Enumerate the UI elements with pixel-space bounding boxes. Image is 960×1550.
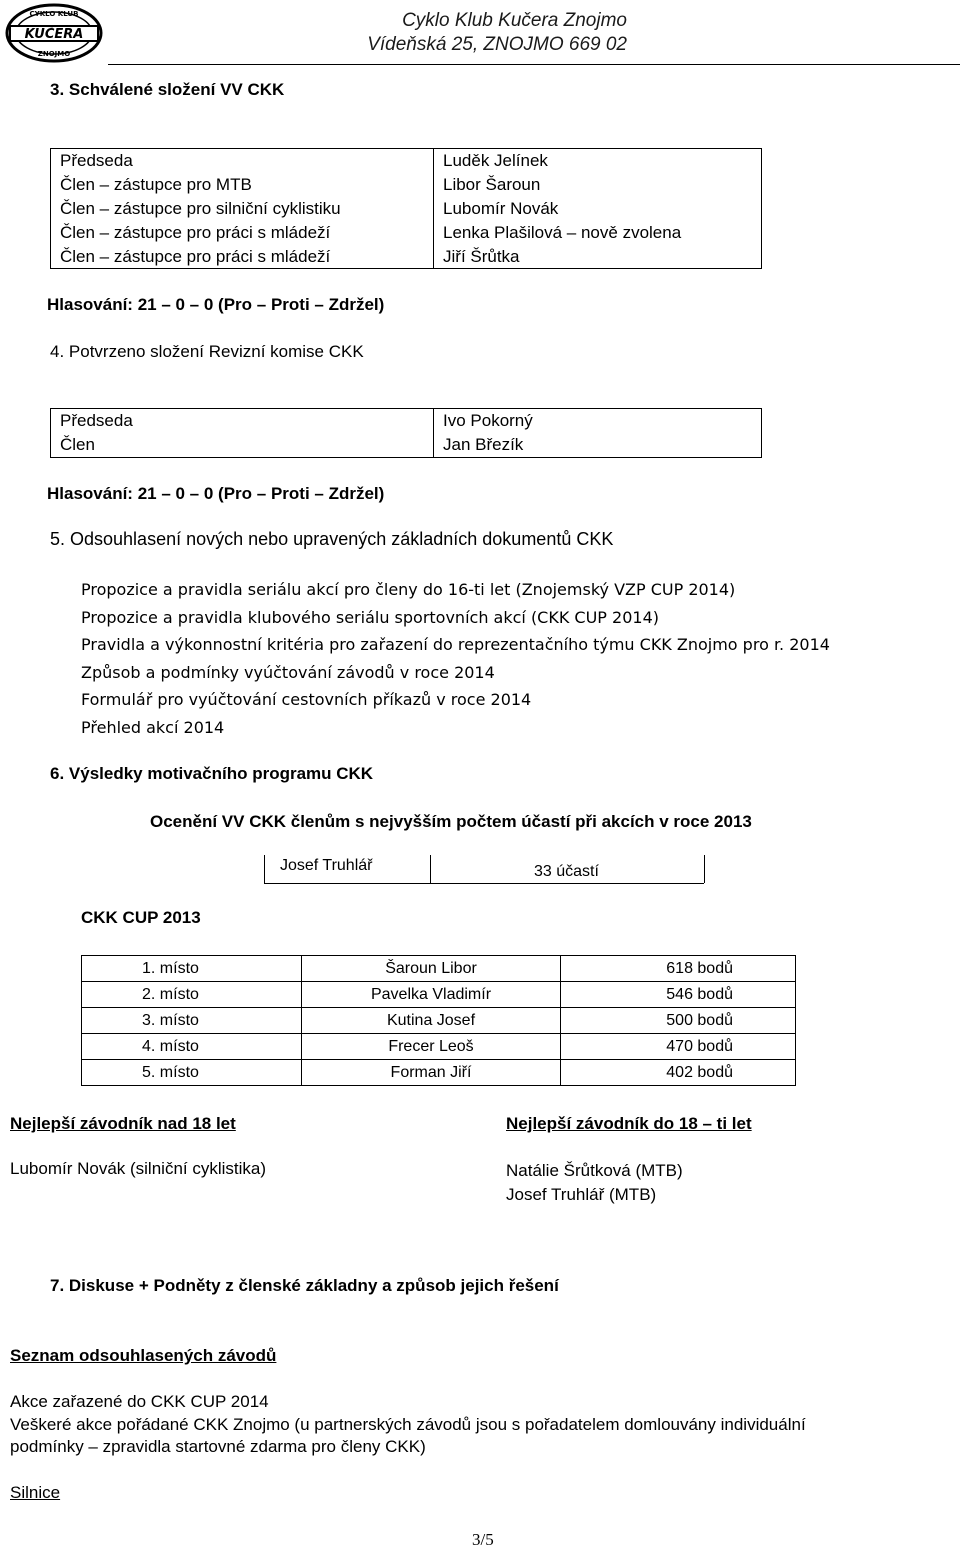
role: Člen [60, 435, 95, 454]
results-name: Frecer Leoš [302, 1034, 561, 1060]
results-place: 3. místo [82, 1008, 302, 1034]
club-name: Cyklo Klub Kučera Znojmo [402, 10, 627, 31]
vv-roles [60, 149, 341, 269]
award-count: 33 účastí [534, 863, 599, 880]
results-place: 2. místo [82, 982, 302, 1008]
member-name: Lubomír Novák [443, 199, 559, 218]
documents-list [81, 576, 830, 741]
best-under18-name: Josef Truhlář (MTB) [506, 1185, 657, 1204]
document-item: Způsob a podmínky vyúčtování závodů v roce 2014 [81, 662, 495, 682]
document-item: Pravidla a výkonnostní kritéria pro zařazení do reprezentačního týmu CKK Znojmo pro r. 2014 [81, 635, 830, 654]
member-name: Jan Březík [443, 435, 524, 454]
results-place: 1. místo [82, 956, 302, 982]
table-row [82, 1034, 796, 1060]
section3-title: 3. Schválené složení VV CKK [50, 80, 285, 99]
results-points: 618 bodů [561, 956, 796, 982]
section5-title: 5. Odsouhlasení nových nebo upravených základních dokumentů CKK [50, 529, 614, 549]
vv-composition-table [50, 148, 762, 269]
document-item: Propozice a pravidla seriálu akcí pro členy do 16-ti let (Znojemský VZP CUP 2014) [81, 580, 736, 599]
role: Předseda [60, 411, 133, 430]
results-place: 4. místo [82, 1034, 302, 1060]
document-item: Přehled akcí 2014 [81, 717, 225, 737]
role: Člen – zástupce pro práci s mládeží [60, 223, 331, 242]
races-line: podmínky – zpravidla startovné zdarma pro členy CKK) [10, 1437, 426, 1456]
races-line: Veškeré akce pořádané CKK Znojmo (u partnerských závodů jsou s pořadatelem domlouvány individuální [10, 1414, 806, 1434]
header-rule [108, 64, 960, 65]
section4-title: 4. Potvrzeno složení Revizní komise CKK [50, 342, 364, 361]
races-line: Akce zařazené do CKK CUP 2014 [10, 1392, 269, 1411]
table-row [82, 1060, 796, 1086]
role: Člen – zástupce pro silniční cyklistiku [60, 199, 341, 218]
best-under18-list [506, 1159, 683, 1207]
results-points: 546 bodů [561, 982, 796, 1008]
best-under18-title: Nejlepší závodník do 18 – ti let [506, 1114, 752, 1133]
table-divider [433, 409, 434, 457]
revision-committee-table [50, 408, 762, 458]
award-name: Josef Truhlář [280, 857, 373, 874]
results-name: Kutina Josef [302, 1008, 561, 1034]
best-over18-title: Nejlepší závodník nad 18 let [10, 1114, 236, 1133]
section6-title: 6. Výsledky motivačního programu CKK [50, 764, 374, 783]
results-points: 470 bodů [561, 1034, 796, 1060]
role: Člen – zástupce pro práci s mládeží [60, 247, 331, 266]
rk-roles [60, 409, 133, 457]
document-item: Propozice a pravidla klubového seriálu sportovních akcí (CKK CUP 2014) [81, 607, 659, 627]
section4-vote: Hlasování: 21 – 0 – 0 (Pro – Proti – Zdržel) [47, 484, 385, 503]
document-item: Formulář pro vyúčtování cestovních příkazů v roce 2014 [81, 690, 532, 709]
svg-text:ZNOJMO: ZNOJMO [37, 50, 71, 58]
table-divider [433, 149, 434, 268]
award-title: Ocenění VV CKK členům s nejvyšším počtem účastí při akcích v roce 2013 [150, 812, 752, 831]
races-subtitle: Silnice [10, 1483, 61, 1502]
best-over18-name: Lubomír Novák (silniční cyklistika) [10, 1159, 267, 1178]
club-logo [4, 2, 104, 64]
role: Předseda [60, 151, 133, 170]
section7-title: 7. Diskuse + Podněty z členské základny a způsob jejich řešení [50, 1276, 559, 1295]
results-place: 5. místo [82, 1060, 302, 1086]
member-name: Jiří Šrůtka [443, 247, 520, 266]
cup-title: CKK CUP 2013 [81, 908, 201, 927]
page-number: 3/5 [472, 1530, 494, 1549]
results-points: 500 bodů [561, 1008, 796, 1034]
member-name: Ivo Pokorný [443, 411, 533, 430]
results-name: Šaroun Libor [302, 956, 561, 982]
results-table [81, 955, 796, 1086]
best-under18-name: Natálie Šrůtková (MTB) [506, 1161, 683, 1180]
club-address: Vídeňská 25, ZNOJMO 669 02 [367, 34, 627, 55]
svg-text:KUČERA: KUČERA [24, 27, 84, 42]
table-row [82, 1008, 796, 1034]
member-name: Lenka Plašilová – nově zvolena [443, 223, 682, 242]
member-name: Libor Šaroun [443, 175, 541, 194]
svg-text:CYKLO KLUB: CYKLO KLUB [29, 10, 79, 18]
role: Člen – zástupce pro MTB [60, 175, 252, 194]
section3-vote: Hlasování: 21 – 0 – 0 (Pro – Proti – Zdržel) [47, 295, 385, 314]
vv-names [443, 149, 681, 269]
results-points: 402 bodů [561, 1060, 796, 1086]
member-name: Luděk Jelínek [443, 151, 548, 170]
table-row [82, 956, 796, 982]
award-box [264, 855, 705, 883]
award-count-rule [430, 883, 704, 884]
table-row [82, 982, 796, 1008]
results-name: Forman Jiří [302, 1060, 561, 1086]
races-title: Seznam odsouhlasených závodů [10, 1346, 277, 1365]
races-text [10, 1391, 960, 1459]
award-divider [430, 855, 431, 883]
results-name: Pavelka Vladimír [302, 982, 561, 1008]
rk-names [443, 409, 533, 457]
